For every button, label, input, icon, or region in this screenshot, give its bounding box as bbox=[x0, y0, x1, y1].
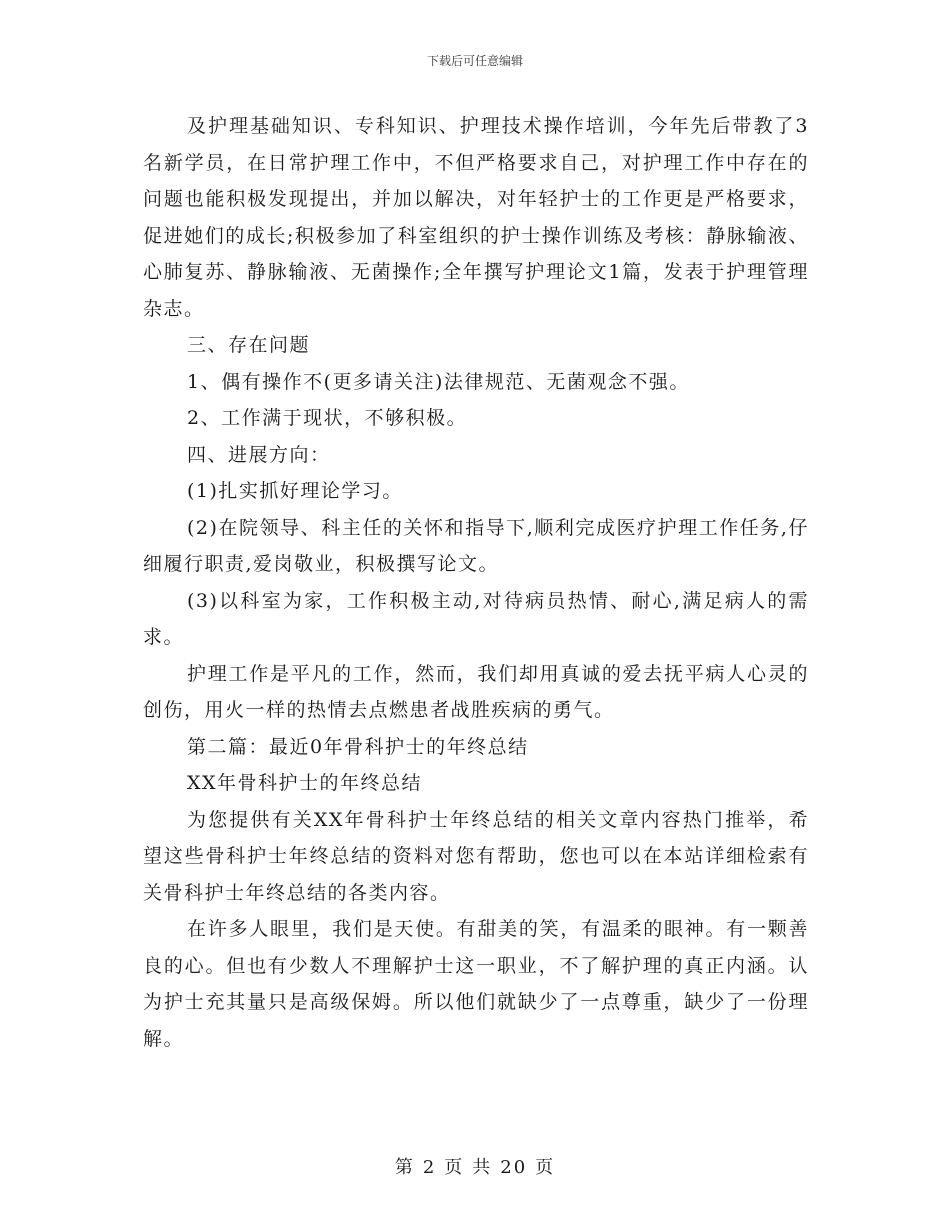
page-label-mid: 页 bbox=[444, 1157, 465, 1178]
list-item: 2、工作满于现状，不够积极。 bbox=[187, 407, 468, 429]
total-pages-number: 20 bbox=[500, 1157, 528, 1178]
list-item: (2)在院领导、科主任的关怀和指导下,顺利完成医疗护理工作任务,仔细履行职责,爱岗敬业，积极撰写论文。 bbox=[143, 516, 809, 575]
article-subtitle: XX年骨科护士的年终总结 bbox=[187, 772, 423, 794]
list-item: (1)扎实抓好理论学习。 bbox=[187, 480, 403, 502]
total-label: 共 bbox=[472, 1157, 493, 1178]
article-title: 第二篇：最近0年骨科护士的年终总结 bbox=[187, 735, 529, 758]
section-heading: 三、存在问题 bbox=[187, 334, 311, 356]
section-heading: 四、进展方向： bbox=[187, 443, 331, 466]
list-item: (3)以科室为家，工作积极主动,对待病员热情、耐心,满足病人的需求。 bbox=[143, 589, 809, 648]
paragraph: 护理工作是平凡的工作，然而，我们却用真诚的爱去抚平病人心灵的创伤，用火一样的热情去点燃患者战胜疾病的勇气。 bbox=[143, 662, 809, 721]
page-footer bbox=[0, 1153, 950, 1179]
list-item: 1、偶有操作不(更多请关注)法律规范、无菌观念不强。 bbox=[187, 370, 690, 393]
document-body bbox=[143, 108, 809, 1057]
page-label-prefix: 第 bbox=[394, 1157, 415, 1178]
paragraph: 及护理基础知识、专科知识、护理技术操作培训，今年先后带教了3名新学员，在日常护理工作中，不但严格要求自己，对护理工作中存在的问题也能积极发现提出，并加以解决，对年轻护士的工作更是严格要求，促进她们的成长;积极参加了科室组织的护士操作训练及考核：静脉输液、心肺复苏、静脉输液、无菌操作;全年撰写护理论文1篇，发表于护理管理杂志。 bbox=[143, 115, 809, 320]
paragraph: 在许多人眼里，我们是天使。有甜美的笑，有温柔的眼神。有一颗善良的心。但也有少数人不理解护士这一职业，不了解护理的真正内涵。认为护士充其量只是高级保姆。所以他们就缺少了一点尊重，缺少了一份理解。 bbox=[143, 918, 809, 1050]
page-label-suffix: 页 bbox=[535, 1157, 556, 1178]
current-page-number: 2 bbox=[422, 1157, 437, 1178]
page-header-note: 下载后可任意编辑 bbox=[426, 54, 523, 68]
paragraph: 为您提供有关XX年骨科护士年终总结的相关文章内容热门推举，希望这些骨科护士年终总结的资料对您有帮助，您也可以在本站详细检索有关骨科护士年终总结的各类内容。 bbox=[143, 808, 809, 904]
